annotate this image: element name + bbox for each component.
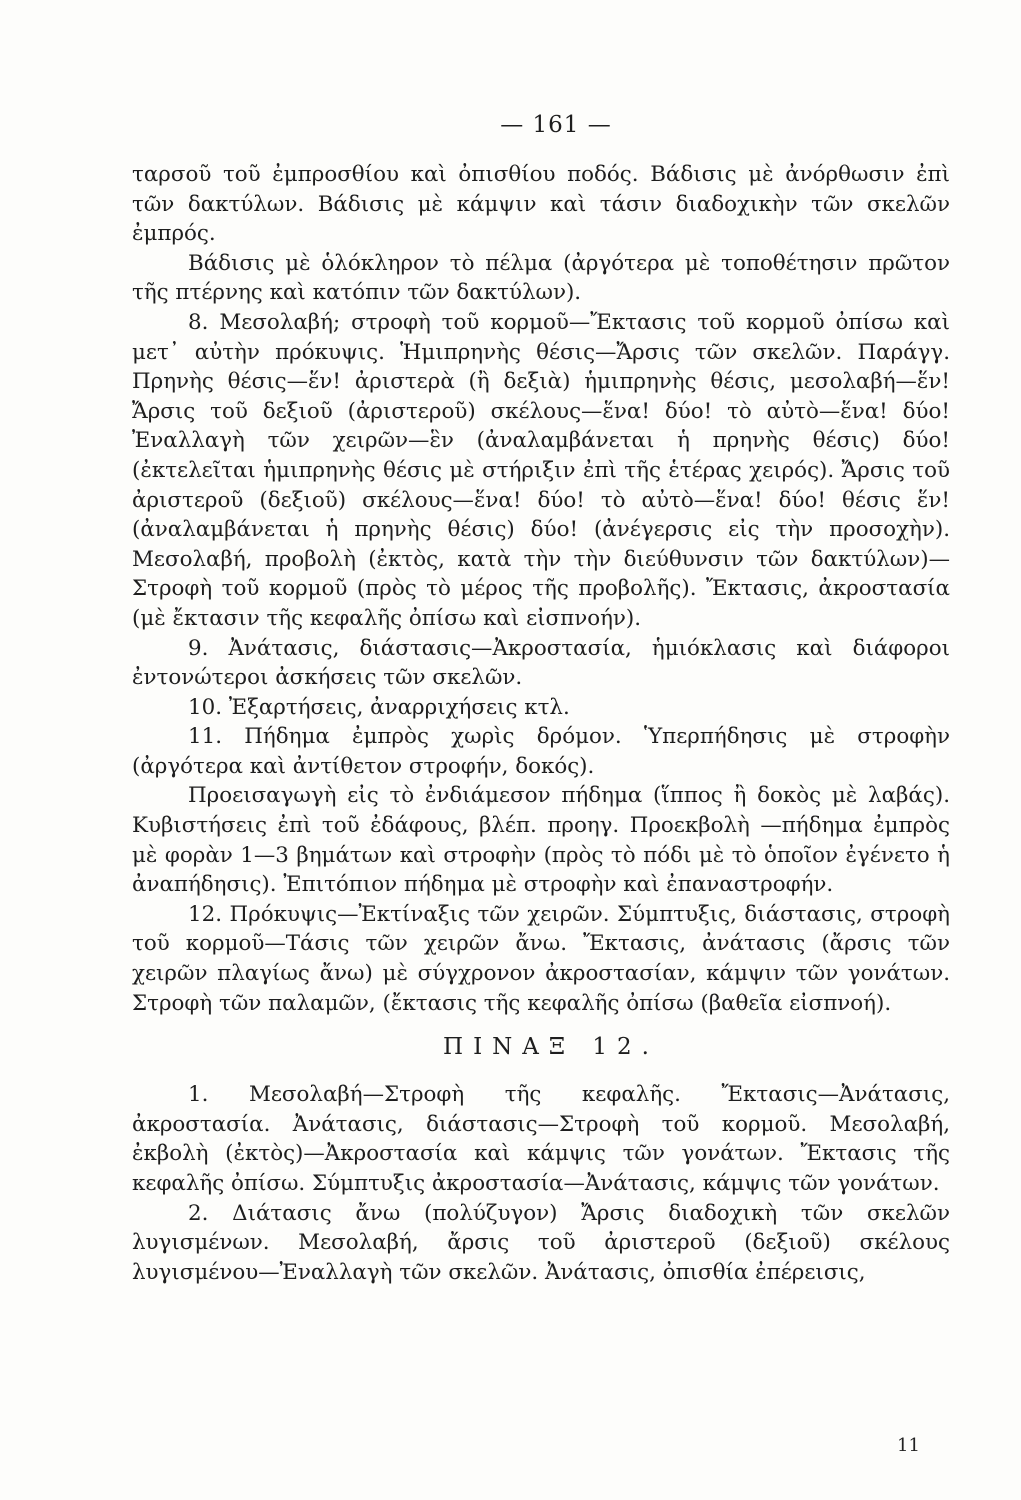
signature-mark: 11 <box>897 1435 920 1456</box>
page-number: — 161 — <box>500 112 612 138</box>
paragraph: 2. Διάτασις ἄνω (πολύζυγον) Ἄρσις διαδοχικὴ τῶν σκελῶν λυγισμένων. Μεσολαβή, ἄρσις τοῦ ἀριστεροῦ (δεξιοῦ) σκέλους λυγισμένου—Ἐναλλαγὴ τῶν σκελῶν. Ἀνάτασις, ὀπισθία ἐπέρεισις, <box>132 1200 950 1285</box>
page <box>132 112 950 1287</box>
paragraph: 10. Ἐξαρτήσεις, ἀναρριχήσεις κτλ. <box>188 694 570 720</box>
paragraph: Βάδισις μὲ ὁλόκληρον τὸ πέλμα (ἀργότερα μὲ τοποθέτησιν πρῶτον τῆς πτέρνης καὶ κατόπιν τῶν δακτύλων). <box>132 250 950 306</box>
paragraph: 12. Πρόκυψις—Ἐκτίναξις τῶν χειρῶν. Σύμπτυξις, διάστασις, στροφὴ τοῦ κορμοῦ—Τάσις τῶν χειρῶν ἄνω. Ἔκτασις, ἀνάτασις (ἄρσις τῶν χειρῶν πλαγίως ἄνω) μὲ σύγχρονον ἀκροστασίαν, κάμψιν τῶν γονάτων. Στροφὴ τῶν παλαμῶν, (ἔκτασις τῆς κεφαλῆς ὀπίσω (βαθεῖα εἰσπνοή). <box>132 901 950 1016</box>
section-title: ΠΙΝΑΞ 12. <box>443 1034 659 1061</box>
paragraph: 9. Ἀνάτασις, διάστασις—Ἀκροστασία, ἡμιόκλασις καὶ διάφοροι ἐντονώτεροι ἀσκήσεις τῶν σκελῶν. <box>132 635 950 691</box>
paragraph: 11. Πήδημα ἐμπρὸς χωρὶς δρόμον. Ὑπερπήδησις μὲ στροφὴν (ἀργότερα καὶ ἀντίθετον στροφήν, δοκός). <box>132 724 950 779</box>
body-text-top <box>132 160 950 1018</box>
paragraph: ταρσοῦ τοῦ ἐμπροσθίου καὶ ὀπισθίου ποδός. Βάδισις μὲ ἀνόρθωσιν ἐπὶ τῶν δακτύλων. Βάδισις μὲ κάμψιν καὶ τάσιν διαδοχικὴν τῶν σκελῶν ἐμπρός. <box>132 162 950 247</box>
paragraph: 8. Μεσολαβή; στροφὴ τοῦ κορμοῦ—Ἔκτασις τοῦ κορμοῦ ὀπίσω καὶ μετ᾽ αὐτὴν πρόκυψις. Ἡμιπρηνὴς θέσις—Ἄρσις τῶν σκελῶν. Παράγγ. Πρηνὴς θέσις—ἕν! ἀριστερὰ (ἢ δεξιὰ) ἡμιπρηνὴς θέσις, μεσολαβή—ἕν! Ἄρσις τοῦ δεξιοῦ (ἀριστεροῦ) σκέλους—ἕνα! δύο! τὸ αὐτὸ—ἕνα! δύο! Ἐναλλαγὴ τῶν χειρῶν—ἓν (ἀναλαμβάνεται ἡ πρηνὴς θέσις) δύο! (ἐκτελεῖται ἡμιπρηνὴς θέσις μὲ στήριξιν ἐπὶ τῆς ἑτέρας χειρός). Ἄρσις τοῦ ἀριστεροῦ (δεξιοῦ) σκέλους—ἕνα! δύο! τὸ αὐτὸ—ἕνα! δύο! θέσις ἕν! (ἀναλαμβάνεται ἡ πρηνὴς θέσις) δύο! (ἀνέγερσις εἰς τὴν προσοχὴν). Μεσολαβή, προβολὴ (ἐκτὸς, κατὰ τὴν τὴν διεύθυνσιν τῶν δακτύλων)—Στροφὴ τοῦ κορμοῦ (πρὸς τὸ μέρος τῆς προβολῆς). Ἔκτασις, ἀκροστασία (μὲ ἔκτασιν τῆς κεφαλῆς ὀπίσω καὶ εἰσπνοήν). <box>132 309 950 631</box>
paragraph: 1. Μεσολαβή—Στροφὴ τῆς κεφαλῆς. Ἔκτασις—Ἀνάτασις, ἀκροστασία. Ἀνάτασις, διάστασις—Στροφὴ τοῦ κορμοῦ. Μεσολαβή, ἐκβολὴ (ἐκτὸς)—Ἀκροστασία καὶ κάμψις τῶν γονάτων. Ἔκτασις τῆς κεφαλῆς ὀπίσω. Σύμπτυξις ἀκροστασία—Ἀνάτασις, κάμψις τῶν γονάτων. <box>132 1082 950 1196</box>
paragraph: Προεισαγωγὴ εἰς τὸ ἐνδιάμεσον πήδημα (ἵππος ἢ δοκὸς μὲ λαβάς). Κυβιστήσεις ἐπὶ τοῦ ἐδάφους, βλέπ. προηγ. Προεκβολὴ —πήδημα ἐμπρὸς μὲ φορὰν 1—3 βημάτων καὶ στροφὴν (πρὸς τὸ πόδι μὲ τὸ ὁποῖον ἐγένετο ἡ ἀναπήδησις). Ἐπιτόπιον πήδημα μὲ στροφὴν καὶ ἐπαναστροφήν. <box>132 783 950 898</box>
body-text-bottom <box>132 1080 950 1287</box>
